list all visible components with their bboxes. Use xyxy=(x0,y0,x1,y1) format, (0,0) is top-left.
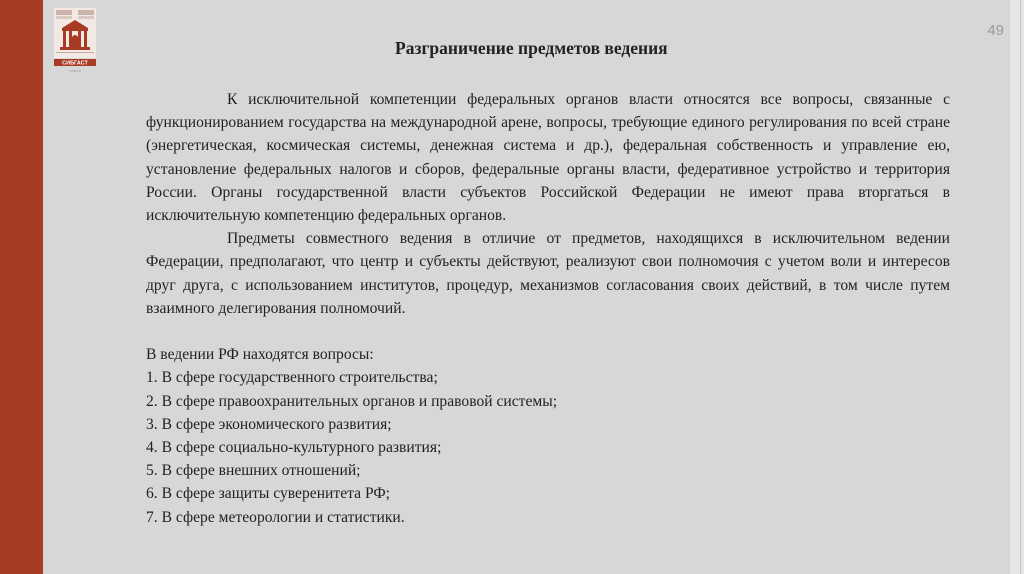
jurisdiction-list xyxy=(146,366,950,528)
paragraph-joint-jurisdiction: Предметы совместного ведения в отличие от предметов, находящихся в исключительном ведении Федерации, предполагают, что центр и субъекты действуют, реализуют свои полномочия с учетом воли и интересов друг друга, с использованием институтов, процедур, механизмов согласования своих действий, в том числе путем взаимного делегирования полномочий. xyxy=(146,230,950,317)
list-item: 6. В сфере защиты суверенитета РФ; xyxy=(146,485,391,503)
list-item: 7. В сфере метеорологии и статистики. xyxy=(146,508,405,526)
university-building-logo xyxy=(54,8,96,72)
left-accent-bar xyxy=(0,0,43,574)
slide-body xyxy=(146,88,950,529)
logo-wordmark: СИБГАСТ xyxy=(62,60,88,67)
list-item: 4. В сфере социально-культурного развития; xyxy=(146,439,442,457)
list-item: 3. В сфере экономического развития; xyxy=(146,415,392,433)
list-item: 1. В сфере государственного строительства; xyxy=(146,369,438,387)
logo-caption: томск xyxy=(68,68,81,73)
page-number: 49 xyxy=(987,22,1004,39)
list-heading: В ведении РФ находятся вопросы: xyxy=(146,346,374,364)
paragraph-exclusive-competence: К исключительной компетенции федеральных органов власти относятся все вопросы, связанные с функционированием государства на международной арене, вопросы, требующие единого регулирования по всей стране (энергетическая, космическая системы, денежная система и др.), федеральная собственность и управление ею, установление федеральных налогов и сборов, федеральные органы власти, федеративное устройство и территория России. Органы государственной власти субъектов Российской Федерации не имеют права вторгаться в исключительную компетенцию федеральных органов. xyxy=(146,91,950,225)
right-edge-strip xyxy=(1009,0,1024,574)
list-item: 5. В сфере внешних отношений; xyxy=(146,462,361,480)
list-item: 2. В сфере правоохранительных органов и правовой системы; xyxy=(146,392,558,410)
slide-title: Разграничение предметов ведения xyxy=(395,38,668,58)
